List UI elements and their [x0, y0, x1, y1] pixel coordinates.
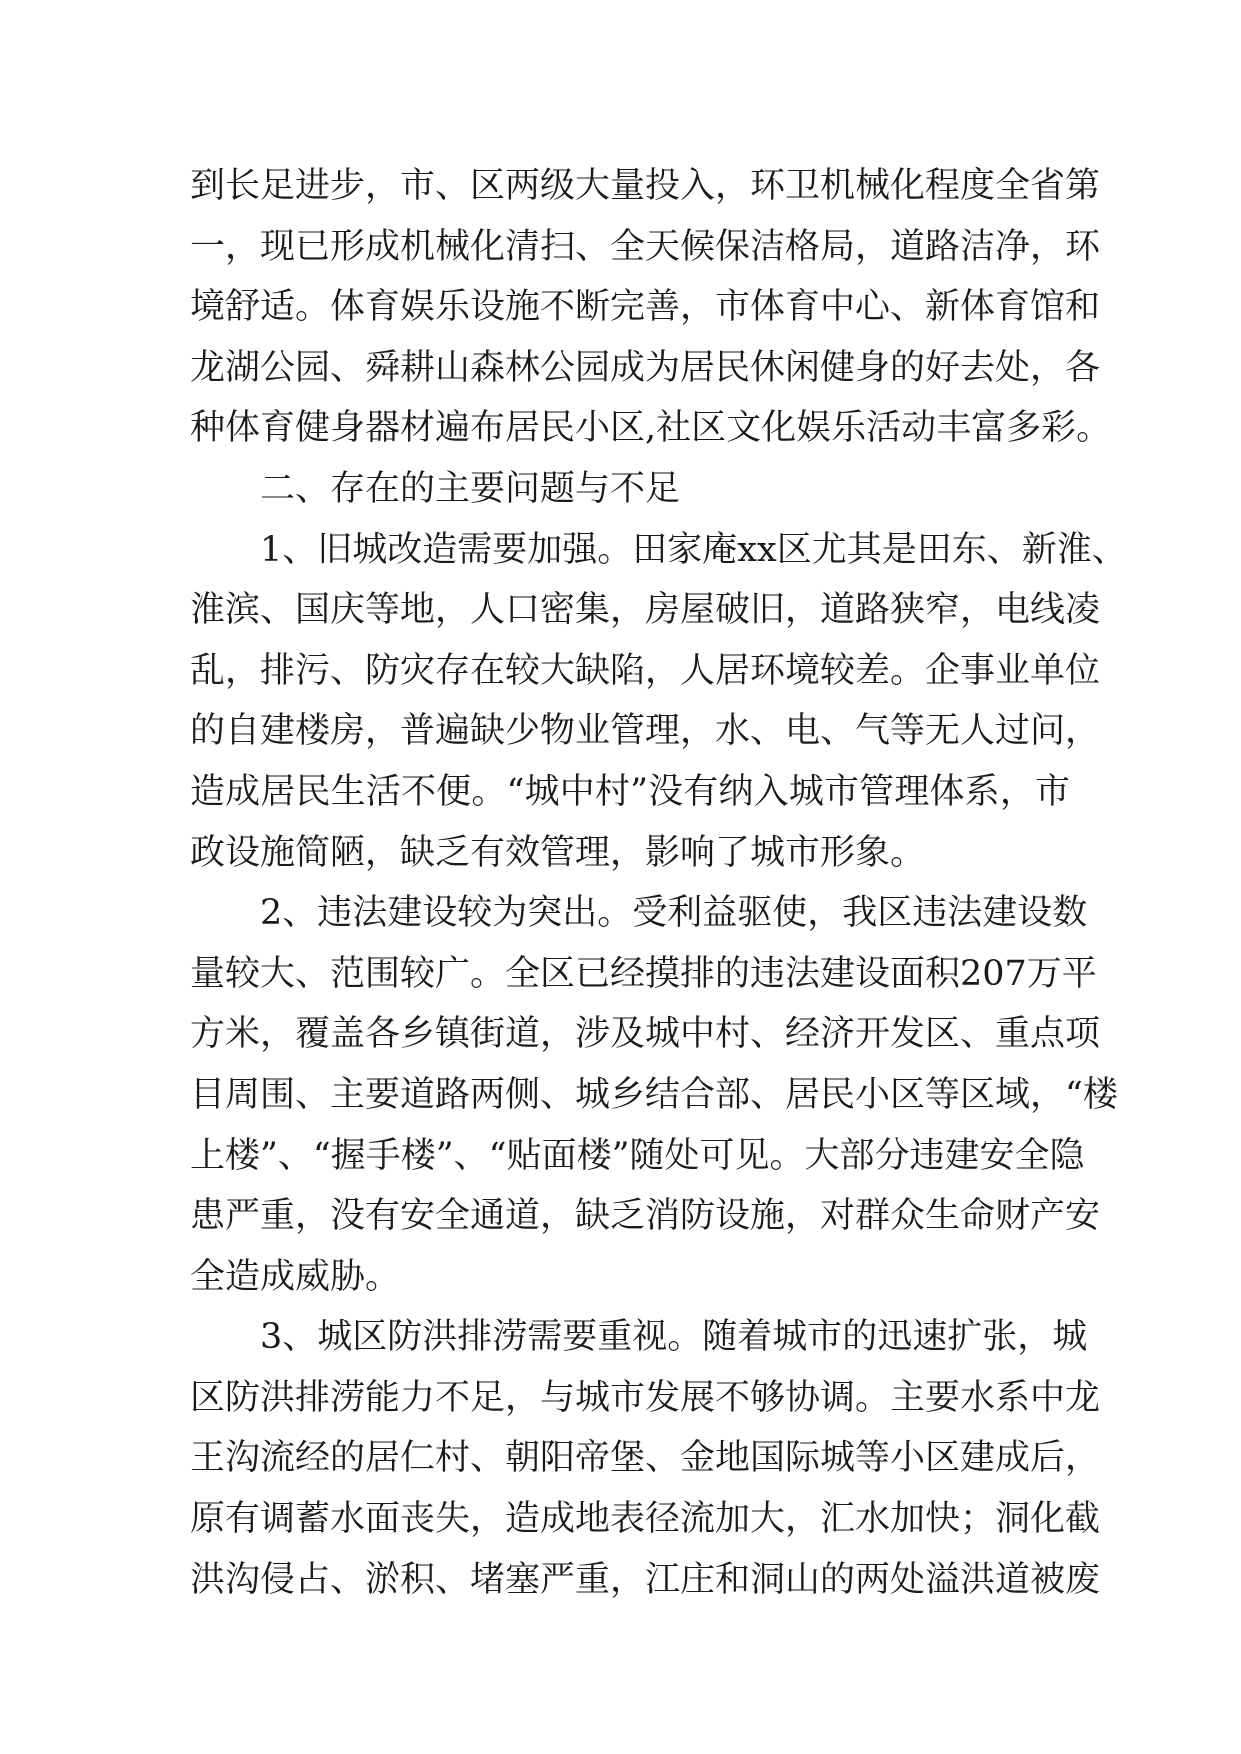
text-line: 乱，排污、防灾存在较大缺陷，人居环境较差。企事业单位 — [190, 650, 1101, 691]
text-line: 2、违法建设较为突出。受利益驱使，我区违法建设数 — [260, 893, 1088, 934]
text-line: 王沟流经的居仁村、朝阳帝堡、金地国际城等小区建成后， — [190, 1438, 1101, 1479]
text-line: 上楼”、“握手楼”、“贴面楼”随处可见。大部分违建安全隐 — [190, 1135, 1085, 1176]
text-line: 造成居民生活不便。“城中村”没有纳入城市管理体系，市 — [190, 771, 1070, 812]
text-line: 1、旧城改造需要加强。田家庵xx区尤其是田东、新淮、 — [260, 529, 1127, 570]
text-line: 政设施简陋，缺乏有效管理，影响了城市形象。 — [190, 832, 926, 873]
text-line: 种体育健身器材遍布居民小区,社区文化娱乐活动丰富多彩。 — [190, 408, 1112, 449]
text-line: 淮滨、国庆等地，人口密集，房屋破旧，道路狭窄，电线凌 — [190, 590, 1101, 631]
section-heading: 二、存在的主要问题与不足 — [260, 468, 681, 509]
text-line: 的自建楼房，普遍缺少物业管理，水、电、气等无人过问， — [190, 711, 1101, 752]
document-body — [190, 156, 1127, 1610]
text-line: 方米，覆盖各乡镇街道，涉及城中村、经济开发区、重点项 — [190, 1014, 1101, 1055]
text-line: 全造成威胁。 — [190, 1256, 401, 1297]
text-line: 洪沟侵占、淤积、堵塞严重，江庄和洞山的两处溢洪道被废 — [190, 1559, 1101, 1600]
text-line: 境舒适。体育娱乐设施不断完善，市体育中心、新体育馆和 — [190, 287, 1101, 328]
text-line: 一，现已形成机械化清扫、全天候保洁格局，道路洁净，环 — [190, 226, 1101, 267]
text-line: 到长足进步，市、区两级大量投入，环卫机械化程度全省第 — [190, 166, 1101, 206]
text-line: 3、城区防洪排涝需要重视。随着城市的迅速扩张，城 — [260, 1317, 1088, 1358]
text-line: 量较大、范围较广。全区已经摸排的违法建设面积207万平 — [190, 953, 1097, 994]
text-line: 原有调蓄水面丧失，造成地表径流加大，汇水加快；洞化截 — [190, 1499, 1101, 1540]
text-line: 区防洪排涝能力不足，与城市发展不够协调。主要水系中龙 — [190, 1377, 1101, 1418]
text-line: 患严重，没有安全通道，缺乏消防设施，对群众生命财产安 — [190, 1196, 1101, 1237]
text-line: 目周围、主要道路两侧、城乡结合部、居民小区等区域，“楼 — [190, 1074, 1118, 1115]
text-line: 龙湖公园、舜耕山森林公园成为居民休闲健身的好去处，各 — [190, 347, 1101, 388]
